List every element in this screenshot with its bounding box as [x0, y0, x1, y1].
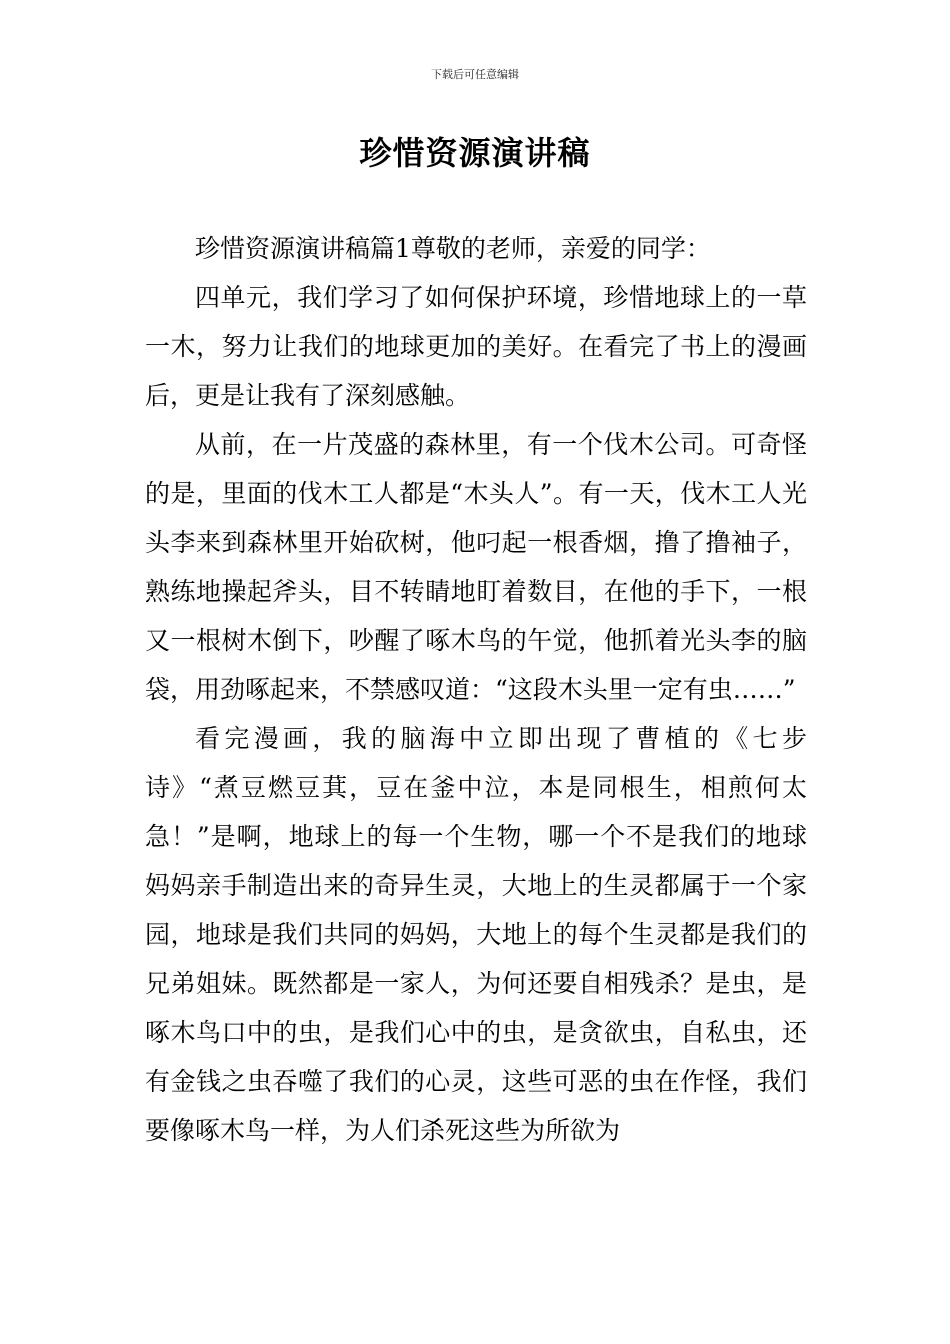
paragraph-intro: 四单元，我们学习了如何保护环境，珍惜地球上的一草一木，努力让我们的地球更加的美好。在看完了书上的漫画后，更是让我有了深刻感触。 — [145, 283, 807, 410]
paragraph-reflection: 看完漫画，我的脑海中立即出现了曹植的《七步诗》“煮豆燃豆萁，豆在釜中泣，本是同根生，相煎何太急！”是啊，地球上的每一个生物，哪一个不是我们的地球妈妈亲手制造出来的奇异生灵，大地上的生灵都属于一个家园，地球是我们共同的妈妈，大地上的每个生灵都是我们的兄弟姐妹。既然都是一家人，为何还要自相残杀？是虫，是啄木鸟口中的虫，是我们心中的虫，是贪欲虫，自私虫，还有金钱之虫吞噬了我们的心灵，这些可恶的虫在作怪，我们要像啄木鸟一样，为人们杀死这些为所欲为 — [145, 724, 807, 1145]
document-title: 珍惜资源演讲稿 — [359, 134, 591, 172]
header-note: 下载后可任意编辑 — [431, 68, 519, 81]
paragraph-salutation: 珍惜资源演讲稿篇1尊敬的老师，亲爱的同学： — [195, 234, 711, 263]
document-body — [145, 224, 807, 1155]
paragraph-story: 从前，在一片茂盛的森林里，有一个伐木公司。可奇怪的是，里面的伐木工人都是“木头人”。有一天，伐木工人光头李来到森林里开始砍树，他叼起一根香烟，撸了撸袖子，熟练地操起斧头，目不转睛地盯着数目，在他的手下，一根又一根树木倒下，吵醒了啄木鸟的午觉，他抓着光头李的脑袋，用劲啄起来，不禁感叹道：“这段木头里一定有虫……” — [145, 430, 807, 704]
